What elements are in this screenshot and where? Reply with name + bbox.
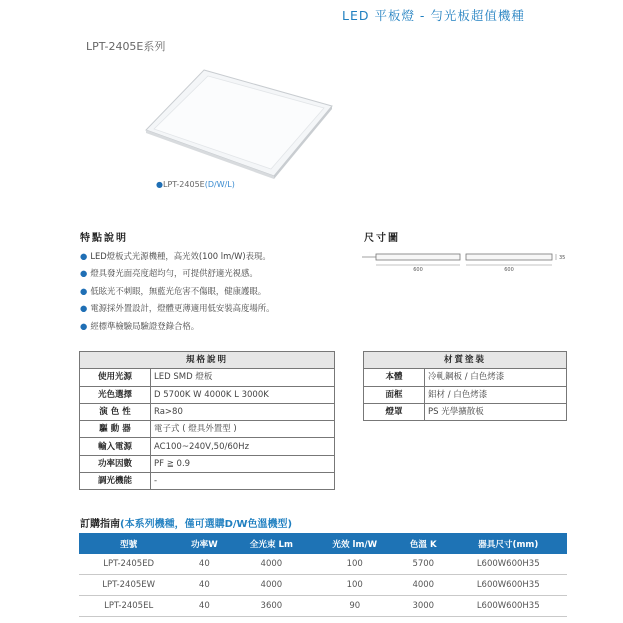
spec-table-title: 規格說明: [80, 352, 335, 369]
table-row: LPT-2405ED 40 4000 100 5700 L600W600H35: [79, 554, 567, 575]
table-row: 光色選擇 D 5700K W 4000K L 3000K: [80, 386, 335, 403]
spec-table: [79, 351, 335, 490]
list-item: ● 經標準檢驗局驗證登錄合格。: [80, 320, 200, 331]
list-item: ● LED燈板式光源機種，高光效(100 lm/W)表現。: [80, 251, 271, 261]
dim-depth-label: 35: [559, 255, 566, 261]
series-label: LPT-2405E系列: [86, 40, 166, 53]
order-header-row: 型號 功率W 全光束 Lm 光效 lm/W 色溫 K 器具尺寸(mm): [79, 533, 567, 554]
material-table-title: 材質塗裝: [364, 352, 567, 369]
list-item: ● 燈具發光面亮度超均勻，可提供舒適光視感。: [80, 268, 258, 279]
list-item: ● 電源採外置設計，燈體更薄適用低安裝高度場所。: [80, 303, 275, 314]
order-table: [79, 533, 567, 617]
bullet-icon: ●: [80, 285, 88, 296]
bullet-icon: ●: [156, 180, 163, 189]
table-row: 演 色 性 Ra>80: [80, 403, 335, 420]
table-row: 驅 動 器 電子式 ( 燈具外置型 ): [80, 421, 335, 438]
caption-model: LPT-2405E: [162, 180, 205, 189]
table-row: 燈罩 PS 光學擴散板: [364, 403, 567, 420]
bullet-icon: ●: [80, 268, 88, 279]
table-row: 本體 冷軋鋼板 / 白色烤漆: [364, 369, 567, 386]
dimension-title: 尺寸圖: [364, 233, 400, 244]
features-title: 特點說明: [80, 233, 128, 244]
table-row: LPT-2405EL 40 3600 90 3000 L600W600H35: [79, 596, 567, 617]
table-row: 使用光源 LED SMD 燈板: [80, 369, 335, 386]
caption-variants: (D/W/L): [204, 180, 235, 189]
dim-width-label: 600: [413, 267, 423, 272]
material-table: [363, 351, 567, 421]
list-item: ● 低眩光不刺眼，無藍光危害不傷眼，健康護眼。: [80, 285, 267, 296]
bullet-icon: ●: [80, 251, 88, 261]
page-title: LED 平板燈 - 勻光板超值機種: [342, 8, 525, 23]
features-list: [80, 248, 350, 335]
table-row: 輸入電源 AC100~240V,50/60Hz: [80, 438, 335, 455]
bullet-icon: ●: [80, 320, 88, 331]
order-note: (本系列機種，僅可選購D/W色溫機型): [120, 519, 293, 530]
table-row: 功率因數 PF ≧ 0.9: [80, 455, 335, 472]
dim-height-label: 600: [504, 267, 514, 272]
order-title: 訂購指南(本系列機種，僅可選購D/W色溫機型): [80, 519, 293, 530]
dimension-drawing: [362, 246, 574, 272]
table-row: 面框 鋁材 / 白色烤漆: [364, 386, 567, 403]
bullet-icon: ●: [80, 303, 88, 314]
table-row: 調光機能 -: [80, 473, 335, 490]
product-image: [144, 68, 334, 180]
product-caption: [156, 180, 235, 189]
table-row: LPT-2405EW 40 4000 100 4000 L600W600H35: [79, 575, 567, 596]
